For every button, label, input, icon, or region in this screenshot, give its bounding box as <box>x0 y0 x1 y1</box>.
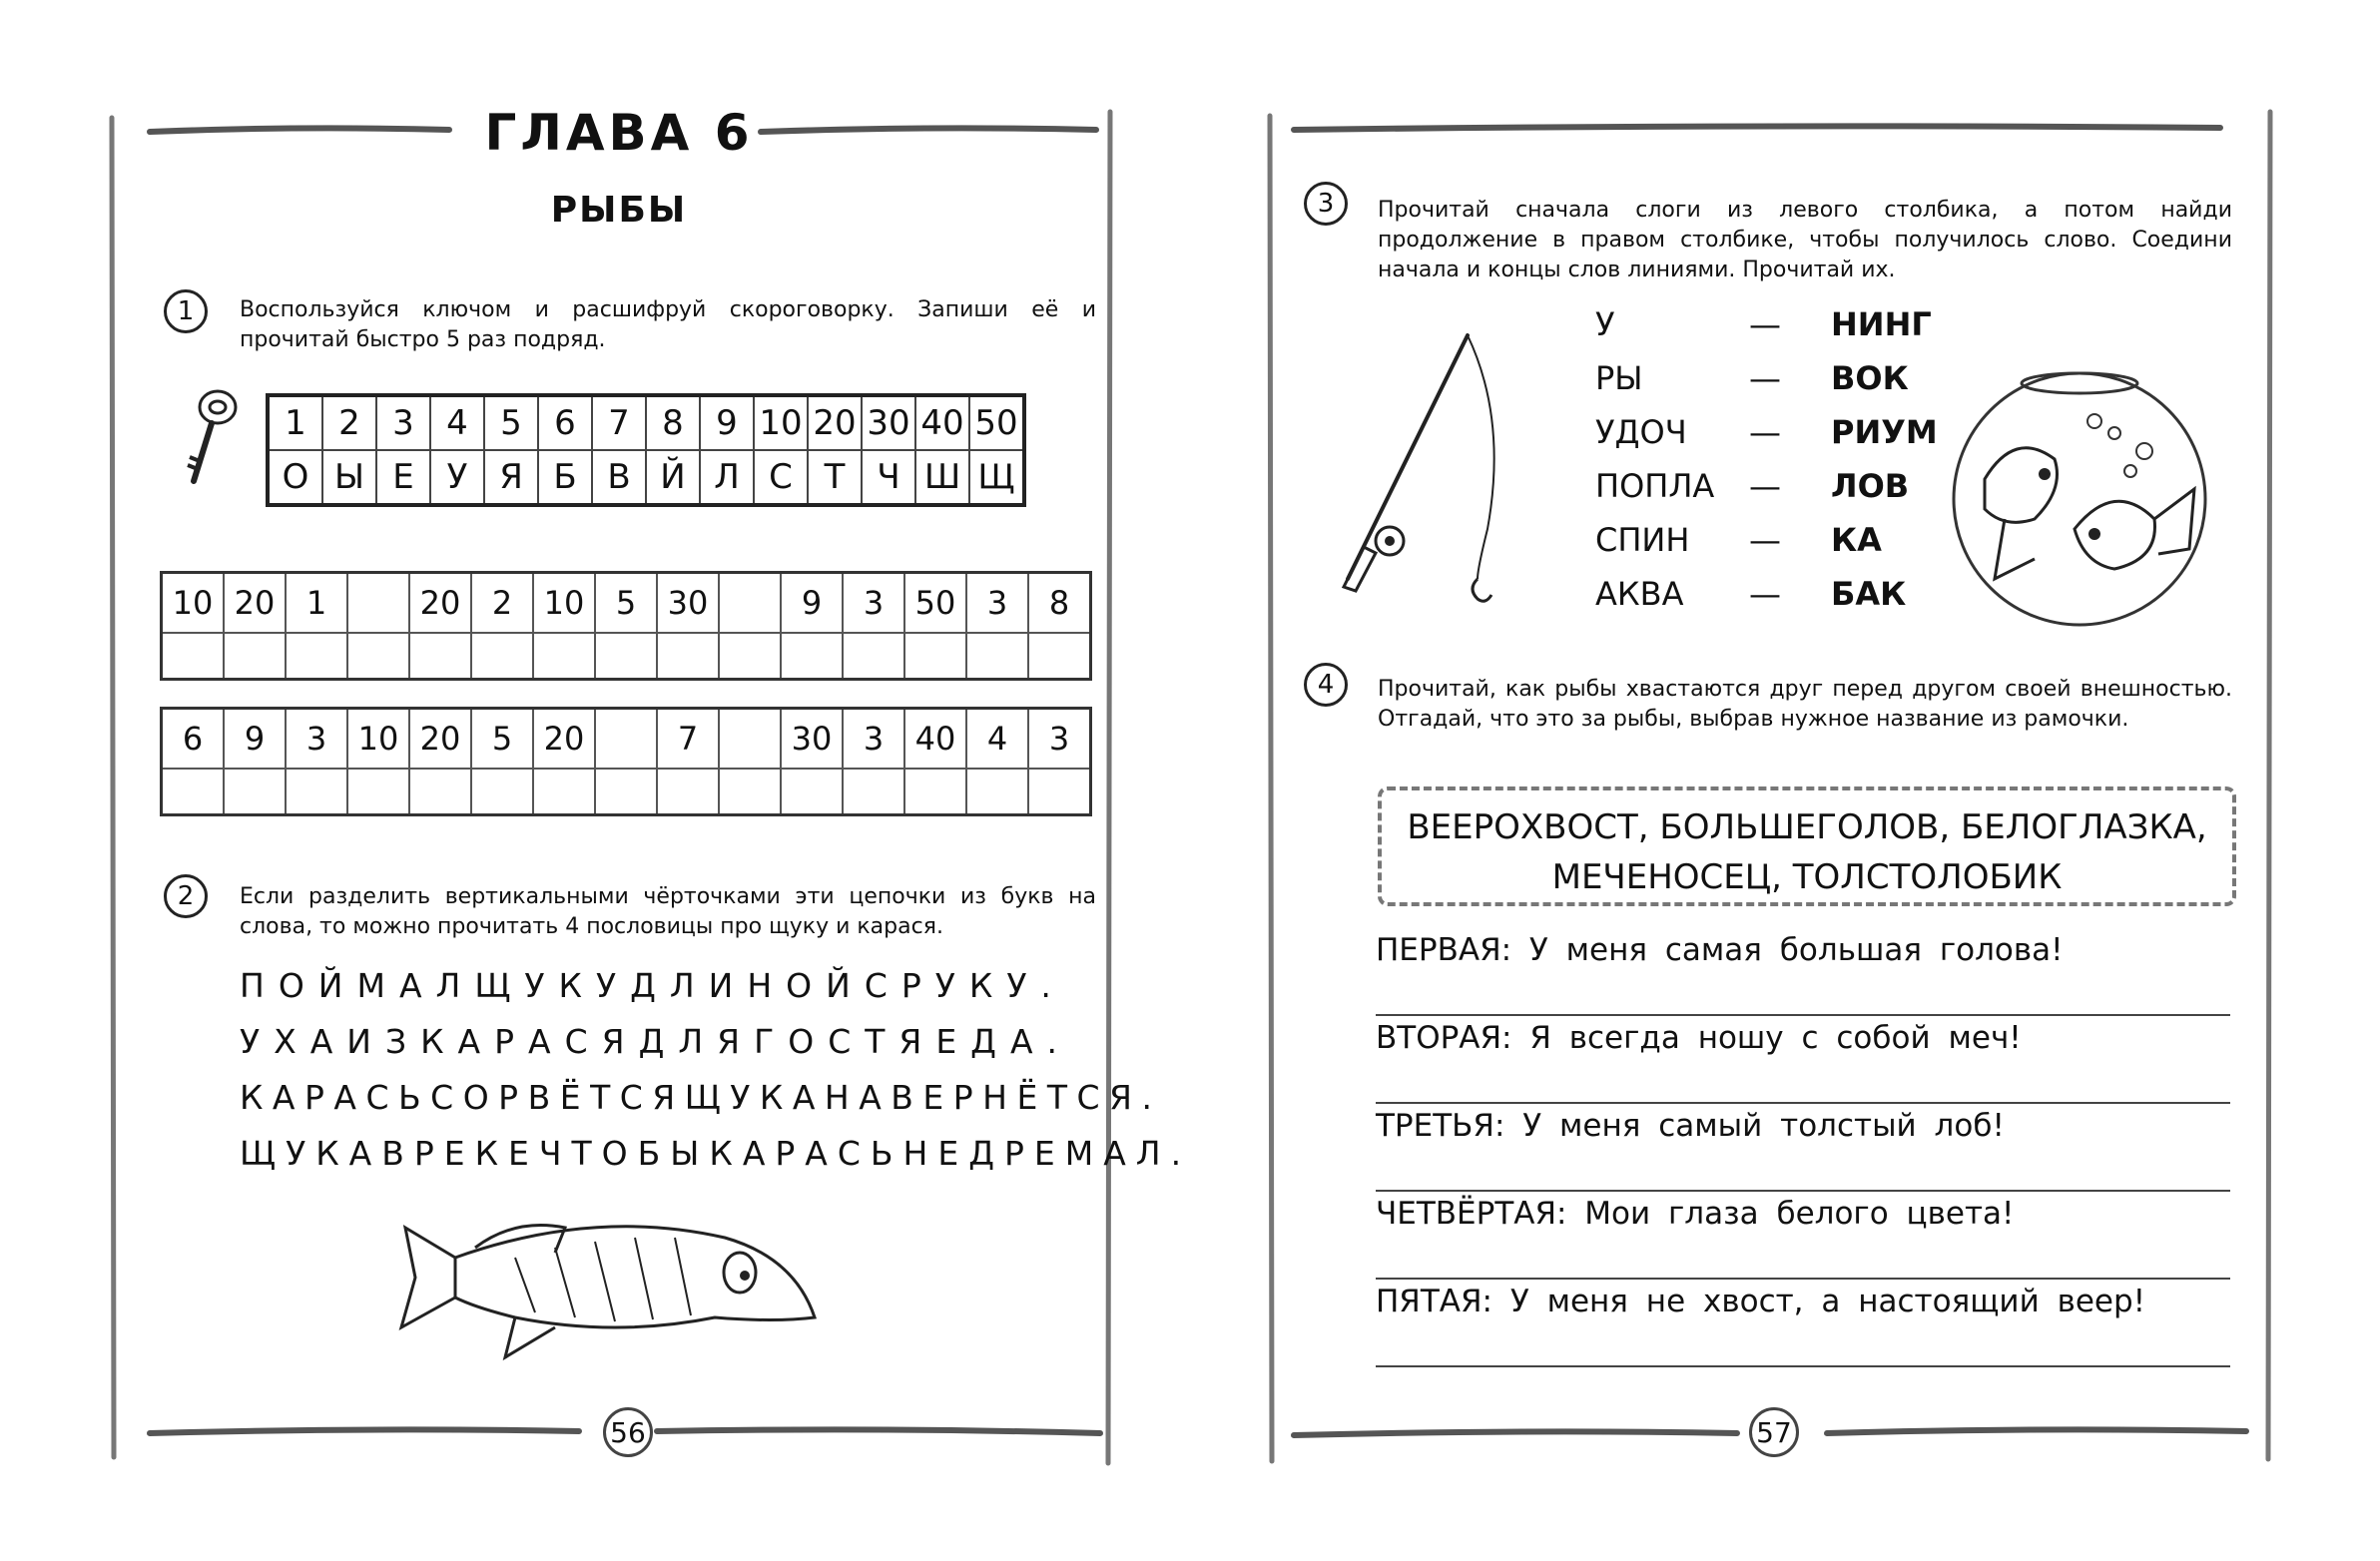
key-number-cell: 40 <box>915 395 969 450</box>
code-number-cell: 20 <box>409 709 471 770</box>
fish-boast: ПЕРВАЯ: У меня самая большая голова! <box>1376 932 2064 968</box>
key-number-cell: 7 <box>592 395 646 450</box>
code-number-cell <box>719 573 781 634</box>
syllable-right: ВОК <box>1831 359 1909 397</box>
code-number-cell: 50 <box>904 573 966 634</box>
key-letter-cell: Ч <box>862 450 915 505</box>
syllables-left-column <box>1595 297 1715 621</box>
answer-cell <box>533 633 595 680</box>
letter-chain: ПОЙМАЛЩУКУДЛИНОЙСРУКУ. <box>240 966 1065 1005</box>
cipher-key-table <box>266 393 1026 507</box>
key-number-cell: 50 <box>969 395 1024 450</box>
key-number-cell: 9 <box>700 395 754 450</box>
code-number-cell: 20 <box>533 709 595 770</box>
dash: — <box>1749 575 1781 613</box>
answer-cell <box>1028 769 1091 815</box>
answer-cell <box>162 769 225 815</box>
syllable-right: БАК <box>1831 575 1907 613</box>
dash: — <box>1749 305 1781 343</box>
answer-cell <box>286 633 347 680</box>
key-number-cell: 5 <box>484 395 538 450</box>
syllable-right: ЛОВ <box>1831 467 1910 505</box>
code-number-cell: 20 <box>224 573 286 634</box>
letter-chain: ЩУКАВРЕКЕЧТОБЫКАРАСЬНЕДРЕМАЛ. <box>240 1134 1192 1173</box>
key-letter-cell: Ы <box>322 450 376 505</box>
fish-boast: ПЯТАЯ: У меня не хвост, а настоящий веер! <box>1376 1284 2146 1319</box>
code-table-1 <box>160 571 1092 681</box>
code-number-cell: 3 <box>286 709 347 770</box>
letter-chain: КАРАСЬСОРВЁТСЯЩУКАНАВЕРНЁТСЯ. <box>240 1078 1162 1117</box>
code-number-cell <box>595 709 657 770</box>
answer-cell <box>409 633 471 680</box>
key-letter-cell: С <box>754 450 808 505</box>
code-number-cell: 3 <box>843 573 904 634</box>
key-letters-row <box>268 450 1024 505</box>
code-number-cell: 3 <box>843 709 904 770</box>
key-letter-cell: Щ <box>969 450 1024 505</box>
aquarium-fish-illustration <box>1945 359 2214 629</box>
answer-line[interactable] <box>1376 1190 2230 1280</box>
key-number-cell: 10 <box>754 395 808 450</box>
code-number-cell: 9 <box>781 573 843 634</box>
fish-boast: ТРЕТЬЯ: У меня самый толстый лоб! <box>1376 1108 2005 1144</box>
answer-cell <box>162 633 225 680</box>
answer-cell <box>781 769 843 815</box>
page-number-right: 57 <box>1749 1407 1799 1457</box>
code-number-cell: 2 <box>471 573 533 634</box>
answer-cell <box>1028 633 1091 680</box>
dash: — <box>1749 413 1781 451</box>
syllable-right: РИУМ <box>1831 413 1938 451</box>
syllable-right: КА <box>1831 521 1882 559</box>
fish-boast: ЧЕТВЁРТАЯ: Мои глаза белого цвета! <box>1376 1196 2015 1232</box>
answer-cell <box>471 633 533 680</box>
key-letter-cell: Я <box>484 450 538 505</box>
answer-cell <box>471 769 533 815</box>
code-number-cell <box>347 573 409 634</box>
code-number-cell: 6 <box>162 709 225 770</box>
key-letter-cell: Е <box>376 450 430 505</box>
fish-boast: ВТОРАЯ: Я всегда ношу с собой меч! <box>1376 1020 2022 1056</box>
answer-cell <box>657 633 719 680</box>
code-number-cell: 9 <box>224 709 286 770</box>
dash: — <box>1749 359 1781 397</box>
code-number-cell: 30 <box>781 709 843 770</box>
answer-cell <box>781 633 843 680</box>
key-numbers-row <box>268 395 1024 450</box>
syllable-dashes <box>1749 297 1789 621</box>
code-table-2 <box>160 707 1092 816</box>
code-number-cell: 30 <box>657 573 719 634</box>
dash: — <box>1749 521 1781 559</box>
key-number-cell: 20 <box>808 395 862 450</box>
syllable-left: ПОПЛА <box>1595 467 1715 505</box>
fish-names-box <box>1378 786 2236 906</box>
answer-cell <box>347 769 409 815</box>
key-letter-cell: В <box>592 450 646 505</box>
syllable-left: УДОЧ <box>1595 413 1687 451</box>
answer-cell <box>533 769 595 815</box>
task-4-number: 4 <box>1304 663 1348 707</box>
code-table-1-answer-cells <box>162 633 1091 680</box>
task-4-instruction: Прочитай, как рыбы хвастаются друг перед другом своей внешностью. Отгадай, что это за рыбы, выбрав нужное название из рамочки. <box>1378 677 2232 732</box>
answer-line[interactable] <box>1376 1278 2230 1367</box>
code-number-cell <box>719 709 781 770</box>
syllable-left: СПИН <box>1595 521 1690 559</box>
syllable-left: АКВА <box>1595 575 1684 613</box>
code-number-cell: 1 <box>286 573 347 634</box>
key-letter-cell: Т <box>808 450 862 505</box>
key-letter-cell: Ш <box>915 450 969 505</box>
code-number-cell: 5 <box>595 573 657 634</box>
key-number-cell: 8 <box>646 395 700 450</box>
key-letter-cell: Й <box>646 450 700 505</box>
answer-cell <box>966 769 1028 815</box>
answer-cell <box>595 769 657 815</box>
answer-cell <box>904 769 966 815</box>
task-2-instruction: Если разделить вертикальными чёрточками эти цепочки из букв на слова, то можно прочитать 4 пословицы про щуку и карася. <box>240 884 1096 939</box>
answer-line[interactable] <box>1376 926 2230 1016</box>
key-number-cell: 3 <box>376 395 430 450</box>
answer-cell <box>719 633 781 680</box>
task-3-instruction: Прочитай сначала слоги из левого столбика, а потом найди продолжение в правом столбике, чтобы получилось слово. Соедини начала и концы слов линиями. Прочитай их. <box>1378 198 2232 282</box>
code-number-cell: 3 <box>1028 709 1091 770</box>
answer-cell <box>966 633 1028 680</box>
answer-line[interactable] <box>1376 1102 2230 1192</box>
key-number-cell: 30 <box>862 395 915 450</box>
answer-cell <box>224 769 286 815</box>
code-table-1-numbers <box>162 573 1091 634</box>
page-number-left: 56 <box>603 1407 653 1457</box>
code-number-cell: 10 <box>347 709 409 770</box>
task-3-number: 3 <box>1304 182 1348 226</box>
code-number-cell: 40 <box>904 709 966 770</box>
key-letter-cell: Б <box>538 450 592 505</box>
fishing-rod-illustration <box>1328 329 1507 609</box>
answer-line[interactable] <box>1376 1014 2230 1104</box>
syllable-right: НИНГ <box>1831 305 1932 343</box>
code-number-cell: 8 <box>1028 573 1091 634</box>
code-table-2-numbers <box>162 709 1091 770</box>
syllable-left: РЫ <box>1595 359 1643 397</box>
fish-names-line: МЕЧЕНОСЕЦ, ТОЛСТОЛОБИК <box>1551 857 2063 897</box>
key-number-cell: 1 <box>268 395 322 450</box>
letter-chain: УХАИЗКАРАСЯДЛЯГОСТЯЕДА. <box>240 1022 1072 1061</box>
answer-cell <box>595 633 657 680</box>
code-number-cell: 3 <box>966 573 1028 634</box>
code-number-cell: 20 <box>409 573 471 634</box>
syllables-right-column <box>1831 297 1951 621</box>
pike-fish-illustration <box>395 1198 835 1377</box>
answer-cell <box>904 633 966 680</box>
task-1-instruction: Воспользуйся ключом и расшифруй скороговорку. Запиши её и прочитай быстро 5 раз подряд. <box>240 297 1096 352</box>
fish-names-line: ВЕЕРОХВОСТ, БОЛЬШЕГОЛОВ, БЕЛОГЛАЗКА, <box>1407 807 2207 847</box>
code-number-cell: 10 <box>533 573 595 634</box>
code-number-cell: 5 <box>471 709 533 770</box>
letter-chains <box>240 958 1191 1182</box>
answer-cell <box>347 633 409 680</box>
answer-cell <box>719 769 781 815</box>
key-letter-cell: У <box>430 450 484 505</box>
key-icon <box>180 385 250 495</box>
answer-cell <box>657 769 719 815</box>
answer-cell <box>409 769 471 815</box>
topic-title: РЫБЫ <box>550 190 688 231</box>
syllable-left: У <box>1595 305 1615 343</box>
code-number-cell: 10 <box>162 573 225 634</box>
key-number-cell: 2 <box>322 395 376 450</box>
code-table-2-answer-cells <box>162 769 1091 815</box>
key-letter-cell: Л <box>700 450 754 505</box>
answer-cell <box>843 769 904 815</box>
key-letter-cell: О <box>268 450 322 505</box>
code-number-cell: 7 <box>657 709 719 770</box>
chapter-title: ГЛАВА 6 <box>484 104 754 162</box>
key-number-cell: 4 <box>430 395 484 450</box>
answer-cell <box>286 769 347 815</box>
dash: — <box>1749 467 1781 505</box>
code-number-cell: 4 <box>966 709 1028 770</box>
key-number-cell: 6 <box>538 395 592 450</box>
task-2-number: 2 <box>164 874 208 918</box>
answer-cell <box>224 633 286 680</box>
task-1-number: 1 <box>164 289 208 333</box>
answer-cell <box>843 633 904 680</box>
